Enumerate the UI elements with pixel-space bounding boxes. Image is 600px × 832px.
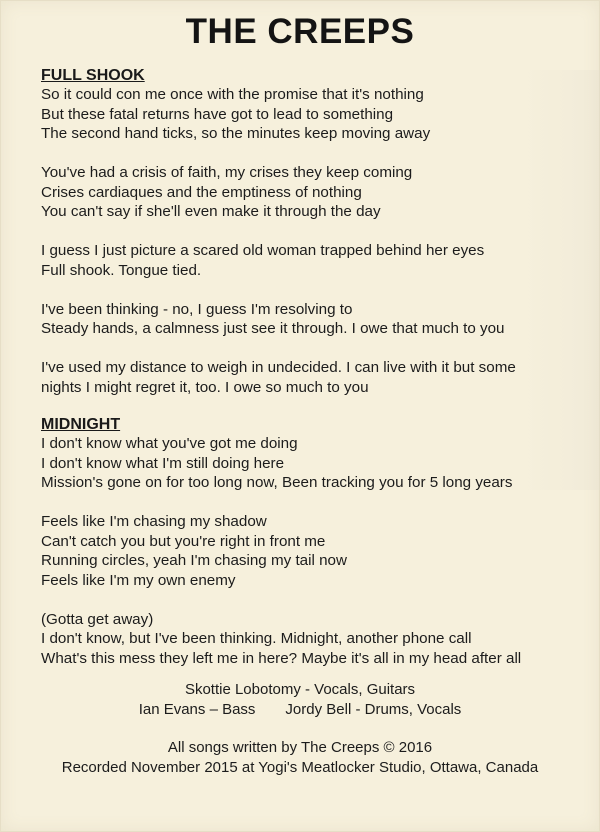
lyric-line: I don't know what you've got me doing bbox=[41, 435, 298, 452]
lyric-line: I don't know what I'm still doing here bbox=[41, 454, 285, 472]
lyric-line: Feels like I'm chasing my shadow bbox=[41, 513, 267, 530]
lyrics-body bbox=[41, 67, 571, 668]
lyric-line: I've used my distance to weigh in undecided. I can live with it but some bbox=[41, 359, 516, 376]
lyric-line: Mission's gone on for too long now, Been tracking you for 5 long years bbox=[41, 474, 513, 491]
stanza bbox=[41, 512, 571, 590]
credit-members-line bbox=[0, 700, 600, 720]
lyric-line: Crises cardiaques and the emptiness of nothing bbox=[41, 183, 362, 201]
lyric-line: You've had a crisis of faith, my crises they keep coming bbox=[41, 164, 413, 181]
lyric-line: So it could con me once with the promise that it's nothing bbox=[41, 86, 424, 103]
lyric-line: Can't catch you but you're right in front me bbox=[41, 532, 326, 550]
stanza-gap bbox=[41, 144, 571, 164]
lyric-line: But these fatal returns have got to lead to something bbox=[41, 105, 394, 123]
lyric-line: The second hand ticks, so the minutes keep moving away bbox=[41, 125, 431, 142]
credit-recorded: Recorded November 2015 at Yogi's Meatlocker Studio, Ottawa, Canada bbox=[61, 758, 539, 776]
stanza bbox=[41, 610, 571, 669]
lyric-line: I guess I just picture a scared old woman trapped behind her eyes bbox=[41, 242, 485, 259]
lyric-line: You can't say if she'll even make it through the day bbox=[41, 203, 381, 220]
lyric-line: I don't know, but I've been thinking. Midnight, another phone call bbox=[41, 630, 472, 647]
stanza bbox=[41, 300, 571, 339]
stanza-gap bbox=[41, 339, 571, 359]
lyric-line: I've been thinking - no, I guess I'm resolving to bbox=[41, 300, 353, 318]
lyric-line: What's this mess they left me in here? Maybe it's all in my head after all bbox=[41, 649, 522, 667]
credit-members-line: Skottie Lobotomy - Vocals, Guitars bbox=[184, 681, 416, 698]
stanza bbox=[41, 85, 571, 144]
lyric-line: Feels like I'm my own enemy bbox=[41, 571, 236, 589]
credit-member-ian: Ian Evans – Bass bbox=[138, 700, 256, 718]
stanza bbox=[41, 241, 571, 280]
stanza bbox=[41, 163, 571, 222]
stanza-gap bbox=[41, 280, 571, 300]
stanza-gap bbox=[41, 493, 571, 513]
page-title: THE CREEPS bbox=[185, 12, 415, 51]
stanza bbox=[41, 434, 571, 493]
credits bbox=[0, 680, 600, 777]
stanza-gap bbox=[41, 222, 571, 242]
stanza-gap bbox=[41, 590, 571, 610]
credit-member-jordy: Jordy Bell - Drums, Vocals bbox=[285, 700, 462, 718]
song-heading-full-shook: FULL SHOOK bbox=[41, 67, 145, 84]
song-gap bbox=[41, 397, 571, 416]
lyric-line: Running circles, yeah I'm chasing my tail now bbox=[41, 552, 347, 569]
lyric-line: (Gotta get away) bbox=[41, 610, 154, 628]
lyric-line: nights I might regret it, too. I owe so much to you bbox=[41, 378, 369, 396]
stanza bbox=[41, 358, 571, 397]
credits-gap bbox=[0, 719, 600, 738]
song-heading-midnight: MIDNIGHT bbox=[41, 416, 121, 433]
lyric-line: Full shook. Tongue tied. bbox=[41, 261, 202, 279]
credit-written: All songs written by The Creeps © 2016 bbox=[167, 739, 433, 756]
lyric-line: Steady hands, a calmness just see it through. I owe that much to you bbox=[41, 320, 505, 337]
